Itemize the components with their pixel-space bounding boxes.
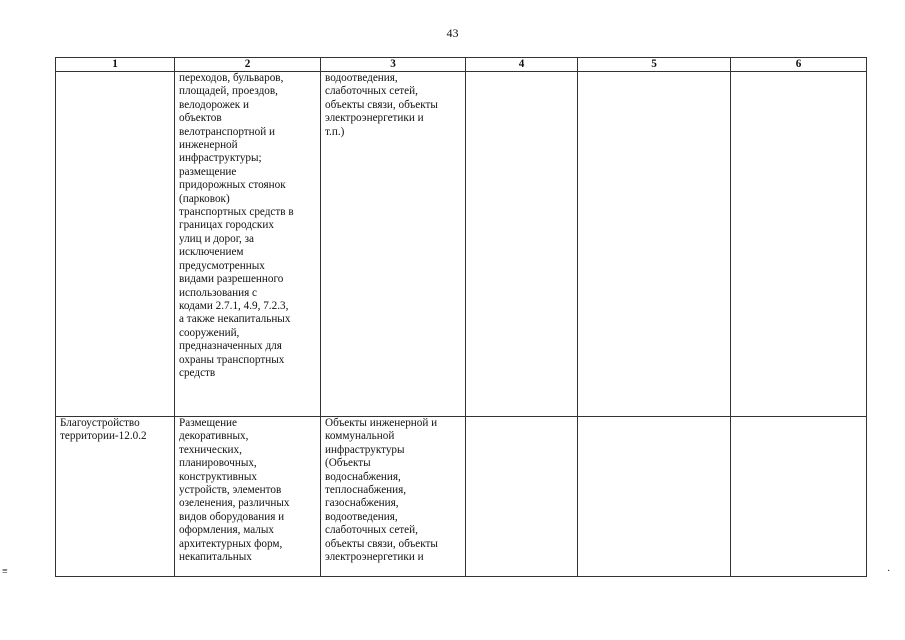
table-cell	[731, 72, 867, 417]
table-cell	[578, 72, 731, 417]
table-cell	[56, 72, 175, 417]
table-header-row	[56, 58, 867, 72]
table-cell	[466, 72, 578, 417]
table-cell	[321, 72, 466, 417]
table-cell	[731, 417, 867, 577]
table-cell	[578, 417, 731, 577]
table-cell	[321, 417, 466, 577]
cell-text: Размещение декоративных, технических, планировочных, конструктивных устройств, элементов озеленения, различных видов оборудования и оформления, малых архитектурных форм, некапитальных	[179, 417, 290, 564]
scan-edge-mark-left: ≡	[2, 566, 8, 577]
data-table	[55, 57, 867, 577]
column-header-5: 5	[578, 58, 731, 72]
table-cell	[175, 417, 321, 577]
column-header-2: 2	[175, 58, 321, 72]
cell-text: Объекты инженерной и коммунальной инфраструктуры (Объекты водоснабжения, теплоснабжения, газоснабжения, водоотведения, слаботочных сетей, объекты связи, объекты электроэнергетики и	[325, 417, 438, 564]
table-cell	[56, 417, 175, 577]
table-row	[56, 417, 867, 577]
cell-text: переходов, бульваров, площадей, проездов, велодорожек и объектов велотранспортной и инженерной инфраструктуры; размещение придорожных стоянок (парковок) транспортных средств в границах городских улиц и дорог, за исключением предусмотренных видами разрешенного использования с кодами 2.7.1, 4.9, 7.2.3, а также некапитальных сооружений, предназначенных для охраны транспортных средств	[179, 72, 294, 379]
scan-edge-mark-right: ·	[887, 566, 891, 577]
column-header-1: 1	[56, 58, 175, 72]
cell-text: водоотведения, слаботочных сетей, объекты связи, объекты электроэнергетики и т.п.)	[325, 72, 438, 138]
page-number: 43	[446, 26, 459, 40]
table-cell	[175, 72, 321, 417]
table-row	[56, 72, 867, 417]
column-header-3: 3	[321, 58, 466, 72]
column-header-6: 6	[731, 58, 867, 72]
column-header-4: 4	[466, 58, 578, 72]
cell-text: Благоустройство территории-12.0.2	[60, 417, 147, 443]
table-cell	[466, 417, 578, 577]
